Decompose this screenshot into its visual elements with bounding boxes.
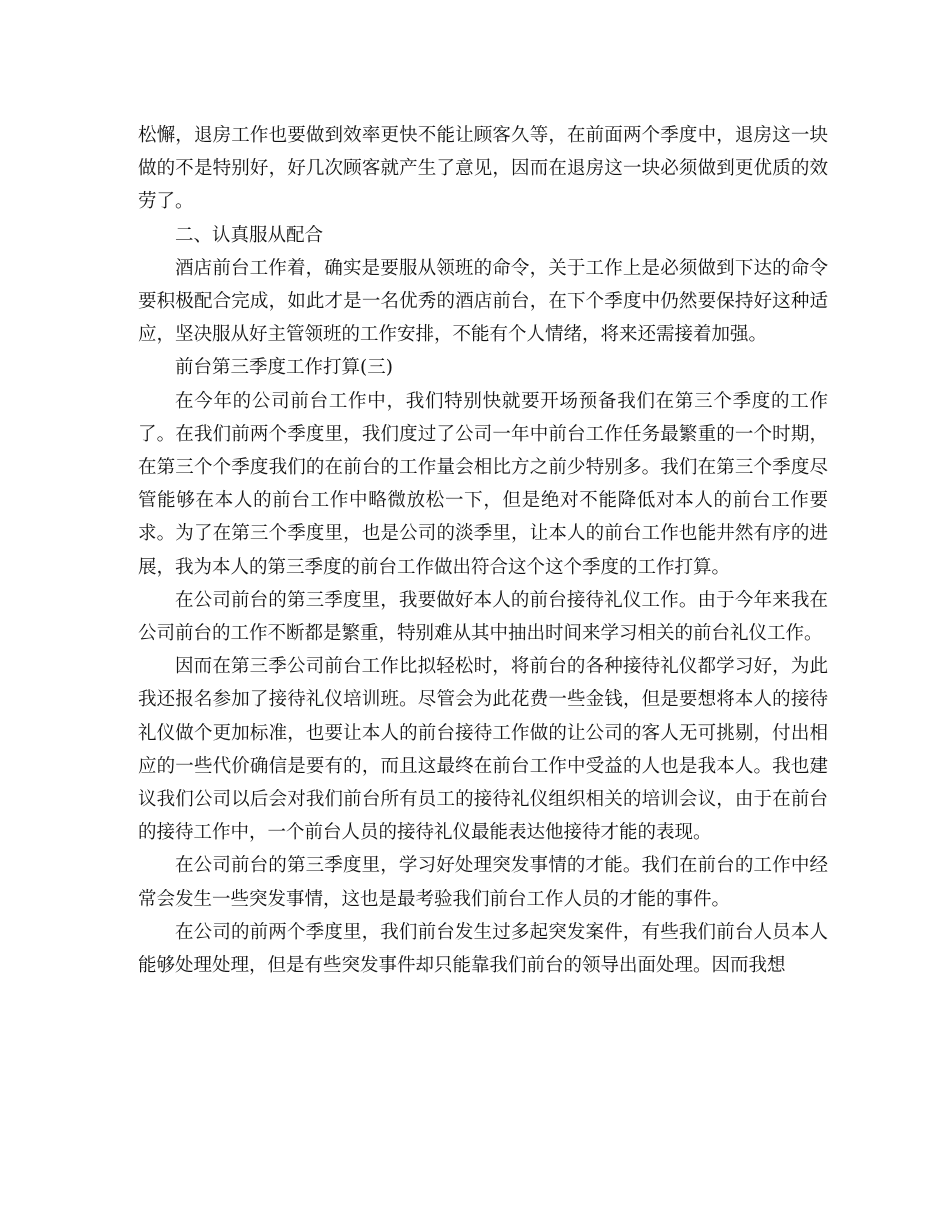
document-body — [138, 119, 828, 982]
paragraph-6: 在公司前台的第三季度里，学习好处理突发事情的才能。我们在前台的工作中经常会发生一些突发事情，这也是最考验我们前台工作人员的才能的事件。 — [138, 855, 828, 910]
paragraph-4: 在公司前台的第三季度里，我要做好本人的前台接待礼仪工作。由于今年来我在公司前台的工作不断都是繁重，特别难从其中抽出时间来学习相关的前台礼仪工作。 — [138, 589, 828, 645]
paragraph-7: 在公司的前两个季度里，我们前台发生过多起突发案件，有些我们前台人员本人能够处理处理，但是有些突发事件却只能靠我们前台的领导出面处理。因而我想 — [138, 921, 828, 977]
paragraph-5: 因而在第三季公司前台工作比拟轻松时，将前台的各种接待礼仪都学习好，为此我还报名参加了接待礼仪培训班。尽管会为此花费一些金钱，但是要想将本人的接待礼仪做个更加标准，也要让本人的前台接待工作做的让公司的客人无可挑剔，付出相应的一些代价确信是要有的，而且这最终在前台工作中受益的人也是我本人。我也建议我们公司以后会对我们前台所有员工的接待礼仪组织相关的培训会议，由于在前台的接待工作中，一个前台人员的接待礼仪最能表达他接待才能的表现。 — [138, 656, 828, 844]
paragraph-3: 在今年的公司前台工作中，我们特别快就要开场预备我们在第三个季度的工作了。在我们前两个季度里，我们度过了公司一年中前台工作任务最繁重的一个时期，在第三个个季度我们的在前台的工作量会相比方之前少特别多。我们在第三个季度尽管能够在本人的前台工作中略微放松一下，但是绝对不能降低对本人的前台工作要求。为了在第三个季度里，也是公司的淡季里，让本人的前台工作也能井然有序的进展，我为本人的第三季度的前台工作做出符合这个这个季度的工作打算。 — [138, 390, 828, 578]
paragraph-2: 酒店前台工作着，确实是要服从领班的命令，关于工作上是必须做到下达的命令要积极配合完成，如此才是一名优秀的酒店前台，在下个季度中仍然要保持好这种适应，坚决服从好主管领班的工作安排，不能有个人情绪，将来还需接着加强。 — [138, 257, 828, 346]
paragraph-1: 松懈，退房工作也要做到效率更快不能让顾客久等，在前面两个季度中，退房这一块做的不是特别好，好几次顾客就产生了意见，因而在退房这一块必须做到更优质的效劳了。 — [138, 125, 828, 213]
section-heading: 二、认真服从配合 — [175, 224, 324, 246]
document-subtitle: 前台第三季度工作打算(三) — [175, 357, 393, 379]
